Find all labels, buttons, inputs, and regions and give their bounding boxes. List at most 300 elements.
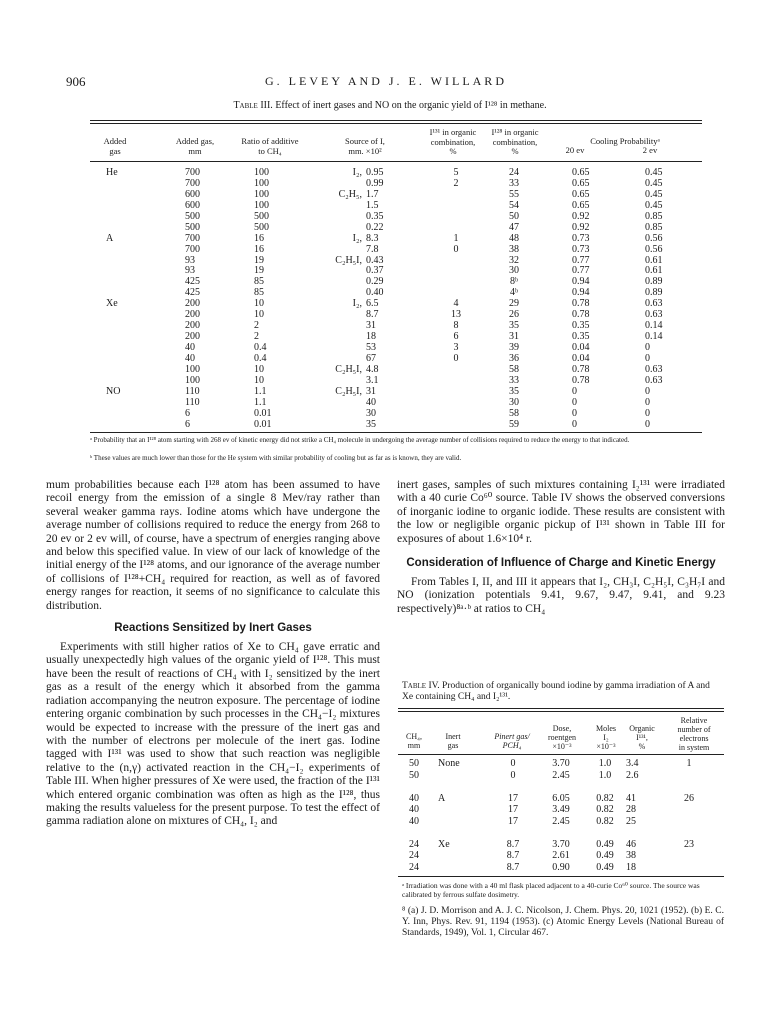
table3-body	[0, 168, 768, 431]
table3-header-source	[325, 137, 405, 156]
cell-organic: 25	[626, 815, 636, 827]
right-paragraph-2: From Tables I, II, and III it appears that I₂, CH₃I, C₂H₅I, C₃H₇I and NO (ionization potentials 9.41, 9.67, 9.47, 9.41, and 9.23 respectively)⁸ᵃ·ᵇ at ratios to CH₄	[397, 576, 725, 615]
cell-ratio: 16	[254, 243, 264, 255]
cell-cooling-20: 0.65	[572, 188, 590, 200]
table3-header-added-gas	[95, 137, 135, 156]
cell-i128: 35	[509, 320, 519, 332]
cell-cooling-2: 0.63	[645, 298, 663, 310]
cell-ratio: 8.7	[506, 850, 520, 861]
cell-cooling-20: 0.94	[572, 287, 590, 299]
header-line: mm	[188, 145, 202, 156]
cell-ratio: 0	[510, 769, 516, 781]
table3-header-ratio	[225, 137, 315, 156]
header-line: Moles	[596, 724, 616, 733]
cell-i128: 30	[509, 265, 519, 277]
table-row	[0, 850, 768, 862]
cell-cooling-2: 0.14	[645, 320, 663, 332]
table-row	[0, 223, 768, 234]
cell-i128: 48	[509, 232, 519, 244]
cell-ratio: 2	[254, 320, 259, 332]
right-column	[397, 479, 725, 616]
cell-added-gas: A	[106, 232, 114, 244]
cell-added-gas: NO	[106, 385, 121, 397]
cell-organic: 41	[626, 792, 636, 804]
cell-organic: 18	[626, 861, 636, 873]
header-line: I¹²⁸ in organic	[491, 127, 539, 137]
cell-relative: 23	[684, 838, 694, 850]
cell-i128: 35	[509, 385, 519, 397]
cell-moles: 0.82	[596, 815, 614, 827]
page-header	[66, 74, 706, 90]
cell-cooling-20: 0.73	[572, 232, 590, 244]
cell-organic: 3.4	[626, 758, 639, 769]
cell-organic: 28	[626, 804, 636, 815]
cell-cooling-20: 0.78	[572, 298, 590, 310]
header-line: %	[511, 146, 519, 156]
cell-cooling-2: 0.63	[645, 374, 663, 386]
header-line: %	[449, 146, 457, 156]
header-line: combination,	[492, 136, 538, 147]
cell-cooling-2: 0.85	[645, 210, 663, 222]
cell-ratio: 100	[254, 167, 269, 178]
table3-header-i128	[482, 128, 548, 157]
table-row	[0, 420, 768, 431]
cell-ch4: 24	[409, 850, 419, 861]
table3-caption	[90, 100, 690, 111]
table4-footnote: ᵃ Irradiation was done with a 40 ml flask placed adjacent to a 40-curie Co⁶⁰ source. The source was calibrated by ferrous sulfate dosimetry.	[402, 881, 700, 899]
cell-cooling-20: 0	[572, 407, 577, 419]
cell-ch4: 24	[409, 861, 419, 873]
table4-header-rule	[398, 754, 724, 755]
table4-header-organic	[620, 724, 664, 751]
cell-added-gas-mm: 700	[185, 232, 200, 244]
table3-footnote-b: ᵇ These values are much lower than those for the He system with similar probability of cooling but as far as is known, they are valid.	[90, 454, 462, 462]
cell-ratio: 0.4	[254, 342, 267, 353]
cell-cooling-2: 0.63	[645, 363, 663, 375]
cell-ch4: 50	[409, 758, 419, 769]
header-line: Organic	[629, 724, 655, 733]
cell-source-compound: C₂H₅,	[338, 188, 362, 200]
table3-caption-text: Effect of inert gases and NO on the organic yield of I¹²⁸ in methane.	[275, 100, 547, 111]
cell-added-gas-mm: 500	[185, 210, 200, 222]
table3-header-i131	[420, 128, 486, 157]
cell-i128: 39	[509, 342, 519, 353]
cell-source-value: 1.7	[366, 188, 379, 200]
cell-cooling-2: 0	[645, 385, 650, 397]
table4-header-relative	[664, 716, 724, 752]
cell-source-compound: C₂H₅I,	[335, 254, 362, 266]
table-row	[0, 343, 768, 354]
cell-moles: 0.49	[596, 838, 614, 850]
cell-cooling-2: 0	[645, 396, 650, 408]
cell-ratio: 500	[254, 221, 269, 233]
cell-added-gas-mm: 110	[185, 385, 200, 397]
cell-ratio: 10	[254, 374, 264, 386]
reference-8: ⁸ (a) J. D. Morrison and A. J. C. Nicolson, J. Chem. Phys. 20, 1021 (1952). (b) E. C. Y. Inn, Phys. Rev. 91, 1194 (1953). (c) Atomic Energy Levels (National Bureau of Standards, 1949), Vol. 1, Circular 467.	[402, 906, 724, 938]
header-line: gas	[109, 145, 121, 156]
cell-ratio: 17	[508, 804, 518, 815]
cell-source-value: 31	[366, 385, 376, 397]
header-line: Dose,	[552, 724, 572, 733]
cell-i128: 8ᵇ	[509, 276, 519, 288]
table-row	[0, 398, 768, 409]
cell-ch4: 40	[409, 804, 419, 815]
cell-ratio: 100	[254, 177, 269, 189]
cell-ratio: 8.7	[506, 838, 520, 850]
cell-ratio: 16	[254, 232, 264, 244]
cell-ratio: 100	[254, 188, 269, 200]
table3-top-rule-2	[90, 123, 702, 124]
table-row	[0, 245, 768, 256]
cell-added-gas-mm: 200	[185, 309, 200, 321]
table-row	[0, 758, 768, 770]
cell-dose: 3.70	[552, 758, 570, 769]
cell-relative: 26	[684, 792, 694, 804]
cell-cooling-2: 0	[645, 418, 650, 430]
cell-i128: 4ᵇ	[509, 287, 519, 299]
cell-i128: 50	[509, 210, 519, 222]
cell-ratio: 0.01	[254, 418, 272, 430]
cell-relative: 1	[686, 758, 692, 769]
cell-ratio: 19	[254, 254, 264, 266]
cell-ratio: 1.1	[254, 385, 267, 397]
table3-header-added-gas-mm	[165, 137, 225, 156]
cell-source-value: 35	[366, 418, 376, 430]
header-line: ×10⁻³	[552, 742, 572, 751]
cell-source-value: 30	[366, 407, 376, 419]
cell-moles: 0.49	[596, 861, 614, 873]
cell-added-gas-mm: 110	[185, 396, 200, 408]
header-line: Added gas,	[175, 136, 215, 146]
section-heading-reactions: Reactions Sensitized by Inert Gases	[114, 622, 312, 635]
cell-moles: 0.49	[596, 850, 614, 861]
running-head: G. LEVEY AND J. E. WILLARD	[265, 74, 507, 88]
cell-source-value: 0.35	[366, 210, 384, 222]
cell-cooling-2: 0.56	[645, 243, 663, 255]
cell-source-value: 40	[366, 396, 376, 408]
table-row	[0, 793, 768, 805]
table4-bottom-rule	[398, 876, 724, 877]
cell-cooling-20: 0.77	[572, 254, 590, 266]
cell-added-gas-mm: 425	[185, 276, 200, 288]
cell-added-gas-mm: 600	[185, 199, 200, 211]
cell-source-value: 0.40	[366, 287, 384, 299]
cell-cooling-20: 0.94	[572, 276, 590, 288]
header-line: Inert	[445, 732, 461, 741]
header-line: electrons	[679, 734, 709, 743]
cell-i128: 33	[509, 374, 519, 386]
cell-cooling-2: 0	[645, 352, 650, 364]
header-line: Pinert gas/	[494, 732, 530, 741]
cell-cooling-2: 0.89	[645, 287, 663, 299]
cell-cooling-20: 0	[572, 396, 577, 408]
cell-ch4: 40	[409, 815, 419, 827]
cell-added-gas-mm: 93	[185, 265, 195, 277]
table3-top-rule	[90, 120, 702, 121]
cell-i131: 13	[451, 309, 461, 321]
table4-header-dose	[538, 724, 586, 751]
cell-i128: 47	[509, 221, 519, 233]
cell-ratio: 10	[254, 309, 264, 321]
table3-header-cooling-2: 2 ev	[642, 145, 658, 155]
cell-cooling-2: 0.56	[645, 232, 663, 244]
cell-source-compound: I₂,	[352, 232, 362, 244]
cell-i128: 24	[509, 167, 519, 178]
cell-cooling-2: 0.63	[645, 309, 663, 321]
cell-cooling-20: 0.04	[572, 342, 590, 353]
section-heading-consideration: Consideration of Influence of Charge and Kinetic Energy	[406, 557, 716, 570]
cell-added-gas-mm: 425	[185, 287, 200, 299]
cell-ch4: 24	[409, 838, 419, 850]
table-row	[0, 234, 768, 245]
cell-added-gas-mm: 700	[185, 167, 200, 178]
cell-cooling-20: 0.65	[572, 199, 590, 211]
header-line: to CH₄	[258, 145, 282, 156]
cell-source-value: 0.37	[366, 265, 384, 277]
header-line: roentgen	[548, 733, 576, 742]
cell-ratio: 8.7	[506, 861, 520, 873]
header-line: I₂	[603, 733, 609, 742]
cell-ratio: 100	[254, 199, 269, 211]
table-row	[0, 839, 768, 851]
cell-cooling-20: 0	[572, 385, 577, 397]
table-group-gap	[0, 781, 768, 793]
cell-i128: 29	[509, 298, 519, 310]
cell-added-gas-mm: 6	[185, 407, 190, 419]
header-line: ×10⁻³	[596, 742, 616, 751]
cell-added-gas-mm: 200	[185, 331, 200, 343]
cell-cooling-2: 0.85	[645, 221, 663, 233]
cell-dose: 0.90	[552, 861, 570, 873]
table3-header-cooling-20: 20 ev	[565, 145, 585, 155]
header-line: Cooling Probabilityᵃ	[590, 136, 660, 146]
cell-ratio: 0	[510, 758, 516, 769]
cell-cooling-20: 0.92	[572, 210, 590, 222]
cell-added-gas-mm: 600	[185, 188, 200, 200]
cell-cooling-2: 0.61	[645, 254, 663, 266]
cell-ch4: 40	[409, 792, 419, 804]
cell-ratio: 10	[254, 363, 264, 375]
cell-added-gas-mm: 40	[185, 342, 195, 353]
header-line: PCH₄	[502, 741, 522, 750]
cell-ch4: 50	[409, 769, 419, 781]
cell-organic: 46	[626, 838, 636, 850]
header-line: in system	[678, 743, 710, 752]
cell-cooling-2: 0.45	[645, 188, 663, 200]
cell-cooling-2: 0	[645, 342, 650, 353]
cell-inert-gas: A	[438, 792, 446, 804]
table4-top-rule	[398, 708, 724, 709]
cell-source-compound: C₂H₅I,	[335, 363, 362, 375]
cell-source-value: 31	[366, 320, 376, 332]
cell-cooling-20: 0.78	[572, 374, 590, 386]
cell-source-compound: C₂H₅I,	[335, 385, 362, 397]
cell-added-gas-mm: 40	[185, 352, 195, 364]
cell-i131: 4	[453, 298, 459, 310]
table4-body	[0, 758, 768, 873]
cell-source-compound: I₂,	[352, 298, 362, 310]
cell-i128: 58	[509, 407, 519, 419]
cell-i128: 59	[509, 418, 519, 430]
cell-ratio: 19	[254, 265, 264, 277]
cell-organic: 2.6	[626, 769, 639, 781]
cell-source-compound: I₂,	[352, 167, 362, 178]
cell-ratio: 2	[254, 331, 259, 343]
cell-organic: 38	[626, 850, 636, 861]
cell-cooling-20: 0.77	[572, 265, 590, 277]
cell-i131: 8	[453, 320, 459, 332]
cell-dose: 3.49	[552, 804, 570, 815]
cell-cooling-2: 0.45	[645, 199, 663, 211]
cell-ratio: 500	[254, 210, 269, 222]
cell-added-gas-mm: 93	[185, 254, 195, 266]
cell-source-value: 0.22	[366, 221, 384, 233]
cell-added-gas-mm: 200	[185, 320, 200, 332]
cell-cooling-2: 0.89	[645, 276, 663, 288]
cell-i128: 32	[509, 254, 519, 266]
cell-ratio: 17	[508, 815, 518, 827]
right-paragraph-1: inert gases, samples of such mixtures containing I₂¹³¹ were irradiated with a 40 curie Co⁶⁰ source. Table IV shows the observed conversions of inorganic iodine to organic iodide. These results are consistent with the low or negligible organic pickup of I¹³¹ shown in Table III for exposures of about 1.6×10⁴ r.	[397, 479, 725, 545]
header-line: combination,	[430, 136, 476, 147]
left-paragraph-1: mum probabilities because each I¹²⁸ atom has been assumed to have recoil energy from the emission of a single 8 Mev/ray rather than several weaker gamma rays. Iodine atoms which have undergone the average number of collisions required to reduce the energy from 268 to 20 ev or 2 ev will, of course, have a spectrum of energies ranging above and below this specified value. In view of our lack of knowledge of the initial energy of the I¹²⁸ atoms, and our ignorance of the average number of collisions of I¹²⁸+CH₄ required for reaction, as well as of favored energy ranges for reaction, it seems of no significance to calculate this distribution.	[46, 479, 380, 612]
header-line: Ratio of additive	[241, 136, 299, 146]
cell-source-value: 3.1	[366, 374, 379, 386]
cell-i128: 33	[509, 177, 519, 189]
cell-i128: 38	[509, 243, 519, 255]
cell-cooling-20: 0	[572, 418, 577, 430]
table-row	[0, 816, 768, 828]
cell-cooling-2: 0.45	[645, 177, 663, 189]
cell-ratio: 0.01	[254, 407, 272, 419]
table3-bottom-rule	[90, 432, 702, 433]
header-line: I¹³¹ in organic	[429, 127, 477, 137]
table4-caption	[402, 681, 722, 702]
table-row	[0, 770, 768, 782]
table3-footnote-a: ᵃ Probability that an I¹²⁸ atom starting with 268 ev of kinetic energy did not strike a CH₄ molecule in undergoing the average number of collisions required to reduce the energy to that indicated.	[90, 436, 630, 444]
cell-i128: 31	[509, 331, 519, 343]
cell-added-gas: Xe	[106, 298, 118, 310]
cell-cooling-20: 0.04	[572, 352, 590, 364]
table-row	[0, 332, 768, 343]
page-number: 906	[66, 74, 86, 89]
cell-ratio: 0.4	[254, 352, 267, 364]
header-line: gas	[447, 741, 459, 750]
table-group-gap	[0, 827, 768, 839]
cell-ratio: 85	[254, 287, 264, 299]
cell-dose: 2.61	[552, 850, 570, 861]
cell-cooling-2: 0.45	[645, 167, 663, 178]
cell-source-value: 53	[366, 342, 376, 353]
table4-header-ch4	[402, 732, 426, 750]
cell-i131: 1	[453, 232, 459, 244]
cell-cooling-2: 0.14	[645, 331, 663, 343]
cell-cooling-20: 0.78	[572, 309, 590, 321]
table4-header-ratio	[484, 732, 540, 750]
cell-dose: 6.05	[552, 792, 570, 804]
left-paragraph-2: Experiments with still higher ratios of Xe to CH₄ gave erratic and usually unexpectedly high values of the organic yield of I¹²⁸. This must have been the result of reactions of CH₄ with I₂ sensitized by the inert gas as a result of the energy which it absorbed from the gamma radiation accompanying the neutron exposure. The percentage of iodine entering organic combination by such processes in the CH₄−I₂ mixtures would be expected to increase with the pressure of the inert gas and with the number of electrons per molecule of the inert gas. Iodine tagged with I¹³¹ was used to show that such reaction was negligible relative to the (n,γ) activated reaction in the CH₄−I₂ experiments of Table III. When higher pressures of Xe were used, the fraction of the I¹³¹ which entered organic combination was often as high as the I¹²⁸, thus making the results valueless for the present purpose. To test the effect of gamma radiation alone on mixtures of CH₄, I₂ and	[46, 641, 380, 828]
header-line: mm. ×10²	[348, 145, 382, 156]
table4-top-rule-2	[398, 711, 724, 712]
cell-dose: 3.70	[552, 838, 570, 850]
cell-i131: 0	[453, 352, 459, 364]
header-line: Source of I,	[345, 136, 385, 146]
header-line: I¹³¹,	[636, 733, 648, 742]
cell-source-value: 0.95	[366, 167, 384, 178]
cell-added-gas-mm: 500	[185, 221, 200, 233]
table3-label: Table III.	[233, 100, 273, 111]
cell-source-value: 7.8	[366, 243, 379, 255]
cell-added-gas-mm: 200	[185, 298, 200, 310]
cell-dose: 2.45	[552, 815, 570, 827]
cell-added-gas: He	[106, 167, 118, 178]
header-line: Added	[103, 136, 127, 146]
cell-inert-gas: Xe	[438, 838, 450, 850]
header-line: %	[638, 742, 646, 751]
cell-source-value: 0.29	[366, 276, 384, 288]
table4-header-inert	[436, 732, 470, 750]
cell-added-gas-mm: 100	[185, 363, 200, 375]
table4-label: Table IV.	[402, 681, 440, 691]
cell-cooling-2: 0	[645, 407, 650, 419]
cell-i128: 26	[509, 309, 519, 321]
cell-source-value: 18	[366, 331, 376, 343]
cell-cooling-20: 0.78	[572, 363, 590, 375]
cell-cooling-20: 0.35	[572, 331, 590, 343]
cell-ratio: 85	[254, 276, 264, 288]
cell-source-value: 8.3	[366, 232, 379, 244]
cell-cooling-2: 0.61	[645, 265, 663, 277]
cell-i131: 5	[453, 167, 459, 178]
cell-added-gas-mm: 100	[185, 374, 200, 386]
cell-i128: 54	[509, 199, 519, 211]
header-line: number of	[677, 725, 711, 734]
cell-source-value: 1.5	[366, 199, 379, 211]
header-line: mm	[407, 741, 421, 750]
cell-i128: 55	[509, 188, 519, 200]
cell-inert-gas: None	[438, 758, 460, 769]
cell-source-value: 67	[366, 352, 376, 364]
cell-dose: 2.45	[552, 769, 570, 781]
cell-ratio: 10	[254, 298, 264, 310]
cell-source-value: 0.43	[366, 254, 384, 266]
cell-ratio: 1.1	[254, 396, 267, 408]
cell-added-gas-mm: 700	[185, 177, 200, 189]
cell-i128: 58	[509, 363, 519, 375]
cell-cooling-20: 0.92	[572, 221, 590, 233]
table4-caption-text: Production of organically bound iodine by gamma irradiation of A and Xe containing CH₄ and I₂¹³¹.	[402, 681, 710, 702]
cell-cooling-20: 0.65	[572, 167, 590, 178]
table-row	[0, 409, 768, 420]
header-line: CH₄,	[406, 732, 422, 741]
cell-cooling-20: 0.65	[572, 177, 590, 189]
table3-header-rule	[90, 161, 702, 162]
cell-moles: 0.82	[596, 804, 614, 815]
cell-source-value: 4.8	[366, 363, 379, 375]
cell-source-value: 6.5	[366, 298, 379, 310]
header-line: Relative	[680, 716, 708, 725]
table-row	[0, 804, 768, 816]
cell-source-value: 8.7	[366, 309, 379, 321]
cell-i131: 3	[453, 342, 459, 353]
table-row	[0, 387, 768, 398]
cell-cooling-20: 0.73	[572, 243, 590, 255]
cell-added-gas-mm: 700	[185, 243, 200, 255]
cell-i128: 36	[509, 352, 519, 364]
table-row	[0, 862, 768, 874]
cell-i131: 6	[453, 331, 459, 343]
cell-moles: 0.82	[596, 792, 614, 804]
cell-source-value: 0.99	[366, 177, 384, 189]
